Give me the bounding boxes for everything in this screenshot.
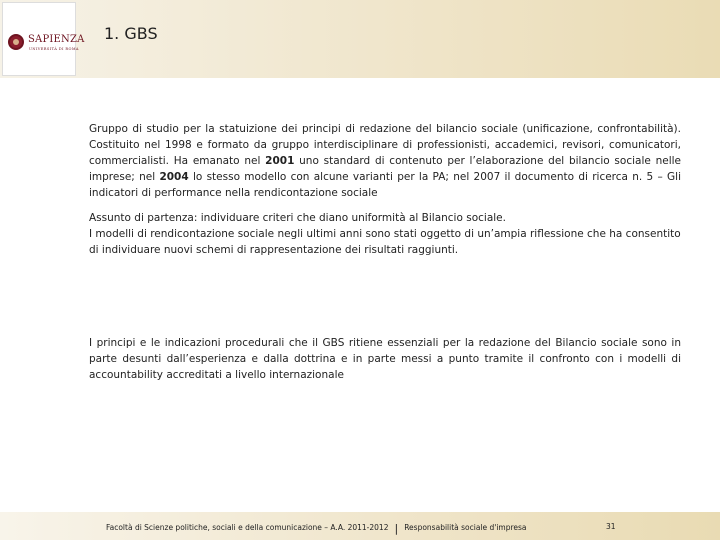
p2-line2: I modelli di rendicontazione sociale negli ultimi anni sono stati oggetto di un’ampia riflessione che ha consentito di individuare nuovi schemi di rappresentazione dei risultati raggiunti. [89,228,681,256]
p1-text-c: lo stesso modello con alcune varianti per la PA; nel 2007 il documento di ricerca n. 5 – Gli indicatori di performance nella rendicontazione sociale [89,171,681,199]
footer-course: Responsabilità sociale d'impresa [404,523,527,532]
footer-text [106,522,527,535]
p2-label: Assunto di partenza: [89,212,198,224]
logo-name: SAPIENZA [28,34,85,45]
p1-year-2001: 2001 [265,155,295,167]
header-bar [0,0,720,78]
p2-line1: individuare criteri che diano uniformità al Bilancio sociale. [197,212,506,224]
p1-text-a: Gruppo di studio per la statuizione dei principi di redazione del bilancio sociale (unificazione, confrontabilità). Costituito nel 1998 e formato da gruppo interdisciplinare di professionisti, accademici, revisori, comunicatori, commercialisti. Ha emanato nel [89,123,681,167]
p1-year-2004: 2004 [159,171,189,183]
university-logo [2,2,85,76]
logo-subtitle: UNIVERSITÀ DI ROMA [29,47,79,51]
p2-first-line [89,210,692,226]
p1-text-b: uno standard di contenuto per l’elaborazione del bilancio sociale nelle imprese; nel [89,155,681,183]
footer-faculty: Facoltà di Scienze politiche, sociali e della comunicazione – A.A. 2011-2012 [106,523,389,532]
seal-icon [8,34,24,50]
footer-separator: | [394,522,399,535]
gbs-description-paragraph [89,121,681,201]
page-number: 31 [606,522,616,531]
starting-assumption-paragraph [89,210,692,258]
slide-title: 1. GBS [104,24,158,43]
principles-paragraph: I principi e le indicazioni procedurali che il GBS ritiene essenziali per la redazione del Bilancio sociale sono in parte desunti dall’esperienza e dalla dottrina e in parte messi a punto tramite il confronto con i modelli di accountability accreditati a livello internazionale [89,337,681,381]
